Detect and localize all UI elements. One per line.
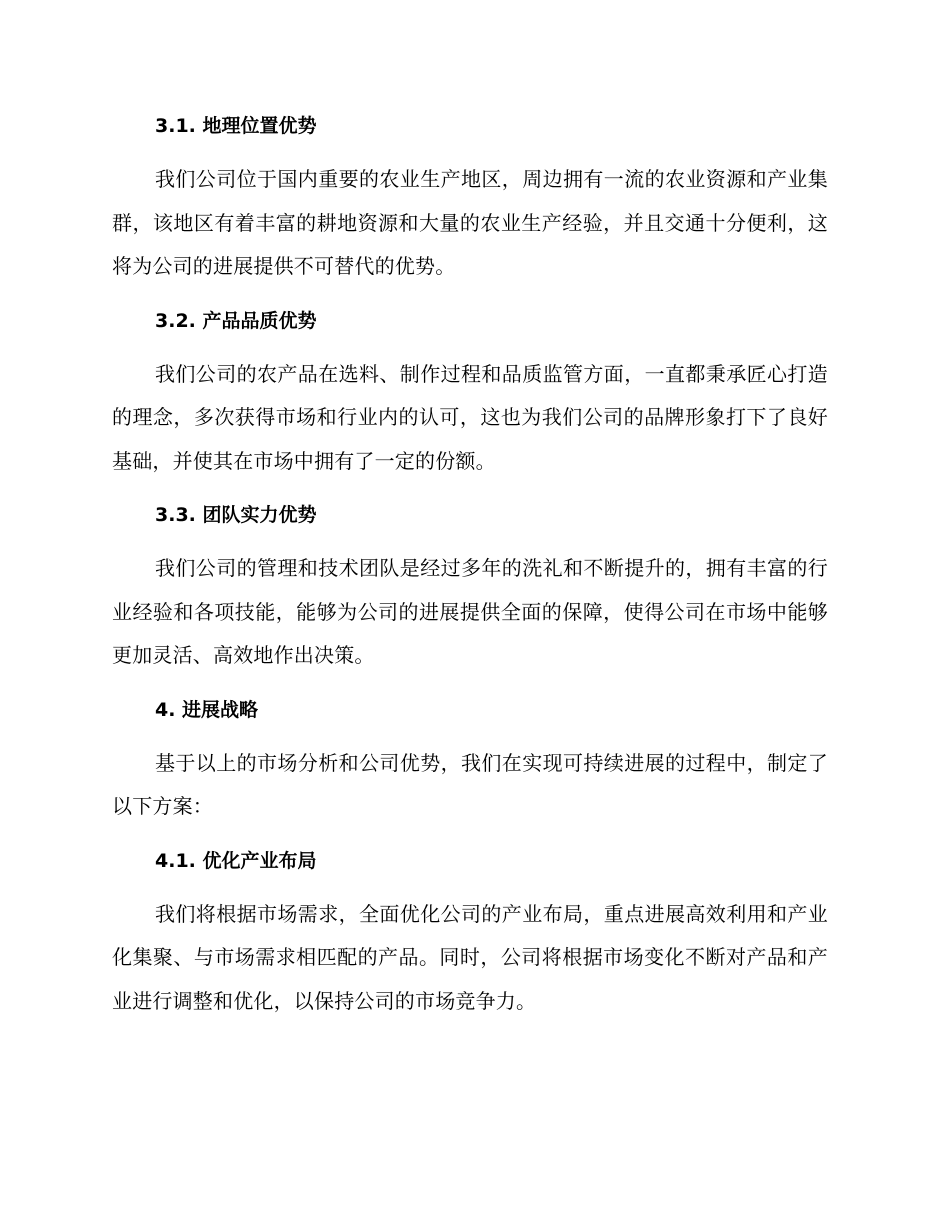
section-paragraph-4-1: 我们将根据市场需求，全面优化公司的产业布局，重点进展高效利用和产业化集聚、与市场需求相匹配的产品。同时，公司将根据市场变化不断对产品和产业进行调整和优化，以保持公司的市场竞争力。 xyxy=(112,901,828,1013)
section-heading-3-2: 3.2. 产品品质优势 xyxy=(155,309,317,332)
section-heading-4: 4. 进展战略 xyxy=(155,698,259,721)
section-paragraph-3-1: 我们公司位于国内重要的农业生产地区，周边拥有一流的农业资源和产业集群，该地区有着丰富的耕地资源和大量的农业生产经验，并且交通十分便利，这将为公司的进展提供不可替代的优势。 xyxy=(112,167,828,278)
section-paragraph-4: 基于以上的市场分析和公司优势，我们在实现可持续进展的过程中，制定了以下方案： xyxy=(112,750,828,818)
document-body xyxy=(112,108,828,1037)
section-heading-4-1: 4.1. 优化产业布局 xyxy=(155,849,317,872)
section-paragraph-3-3: 我们公司的管理和技术团队是经过多年的洗礼和不断提升的，拥有丰富的行业经验和各项技能，能够为公司的进展提供全面的保障，使得公司在市场中能够更加灵活、高效地作出决策。 xyxy=(112,556,828,667)
section-paragraph-3-2: 我们公司的农产品在选料、制作过程和品质监管方面，一直都秉承匠心打造的理念，多次获得市场和行业内的认可，这也为我们公司的品牌形象打下了良好基础，并使其在市场中拥有了一定的份额。 xyxy=(112,361,828,473)
section-heading-3-3: 3.3. 团队实力优势 xyxy=(155,504,317,526)
section-heading-3-1: 3.1. 地理位置优势 xyxy=(155,115,317,137)
